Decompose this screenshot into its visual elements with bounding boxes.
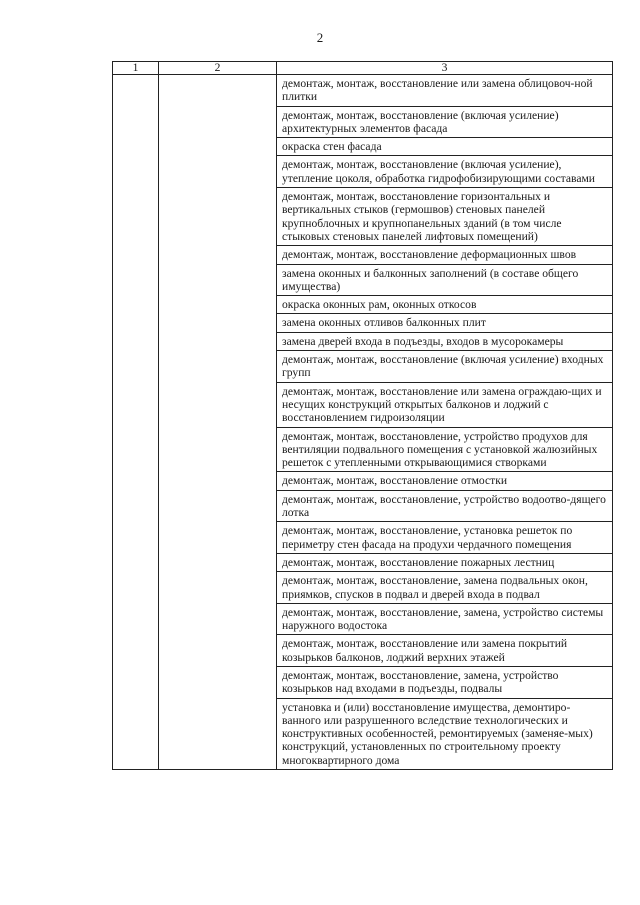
page-number: 2: [316, 30, 324, 45]
work-description-cell: замена оконных и балконных заполнений (в составе общего имущества): [277, 264, 613, 296]
table-body: [113, 75, 613, 770]
column-header-1: 1: [113, 62, 159, 75]
column-header-2: 2: [159, 62, 277, 75]
work-description-cell: демонтаж, монтаж, восстановление, устройство водоотво-дящего лотка: [277, 490, 613, 522]
work-description-cell: замена оконных отливов балконных плит: [277, 314, 613, 332]
work-description-cell: демонтаж, монтаж, восстановление, замена, устройство системы наружного водостока: [277, 603, 613, 635]
work-description-cell: демонтаж, монтаж, восстановление или замена ограждаю-щих и несущих конструкций открытых балконов и лоджий с восстановлением гидроизоляции: [277, 382, 613, 427]
work-description-cell: демонтаж, монтаж, восстановление или замена покрытий козырьков балконов, лоджий верхних этажей: [277, 635, 613, 667]
work-description-cell: демонтаж, монтаж, восстановление (включая усиление) архитектурных элементов фасада: [277, 106, 613, 138]
work-description-cell: демонтаж, монтаж, восстановление (включая усиление) входных групп: [277, 351, 613, 383]
work-description-cell: демонтаж, монтаж, восстановление, замена, устройство козырьков над входами в подъезды, подвалы: [277, 666, 613, 698]
work-description-cell: демонтаж, монтаж, восстановление отмостки: [277, 472, 613, 490]
works-table: [112, 61, 613, 770]
work-description-cell: демонтаж, монтаж, восстановление деформационных швов: [277, 246, 613, 264]
column-header-3: 3: [277, 62, 613, 75]
work-description-cell: демонтаж, монтаж, восстановление, установка решеток по периметру стен фасада на продухи чердачного помещения: [277, 522, 613, 554]
work-description-cell: замена дверей входа в подъезды, входов в мусорокамеры: [277, 332, 613, 350]
work-description-cell: демонтаж, монтаж, восстановление, устройство продухов для вентиляции подвального помещения с установкой жалюзийных решеток с утепленными открывающимися створками: [277, 427, 613, 472]
work-description-cell: окраска оконных рам, оконных откосов: [277, 296, 613, 314]
table-row: [113, 75, 613, 107]
work-description-cell: установка и (или) восстановление имущества, демонтиро-ванного или разрушенного вследствие технологических и конструктивных особенностей, ремонтируемых (заменяе-мых) конструкций, установленных по строительному проекту многоквартирного дома: [277, 698, 613, 769]
column-2-cell: [159, 75, 277, 770]
work-description-cell: окраска стен фасада: [277, 138, 613, 156]
work-description-cell: демонтаж, монтаж, восстановление или замена облицовоч-ной плитки: [277, 75, 613, 107]
table-header-row: [113, 62, 613, 75]
work-description-cell: демонтаж, монтаж, восстановление (включая усиление), утепление цоколя, обработка гидрофобизирующими составами: [277, 156, 613, 188]
column-1-cell: [113, 75, 159, 770]
work-description-cell: демонтаж, монтаж, восстановление, замена подвальных окон, приямков, спусков в подвал и дверей входа в подвал: [277, 572, 613, 604]
work-description-cell: демонтаж, монтаж, восстановление пожарных лестниц: [277, 553, 613, 571]
work-description-cell: демонтаж, монтаж, восстановление горизонтальных и вертикальных стыков (гермошвов) стеновых панелей крупноблочных и крупнопанельных зданий (в том числе стыковых стеновых панелей лифтовых помещений): [277, 188, 613, 246]
